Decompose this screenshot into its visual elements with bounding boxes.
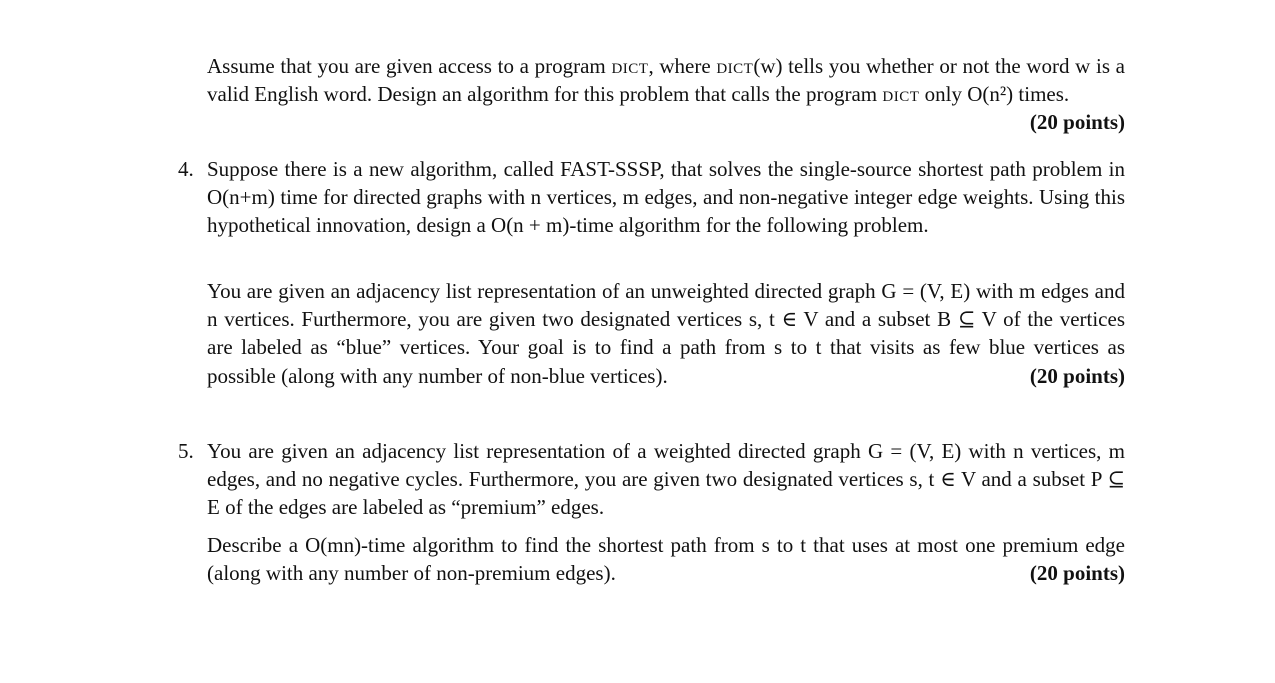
- intro-dict-2: dict: [716, 54, 754, 78]
- intro-points-label: (20 points): [1029, 110, 1125, 135]
- intro-text-d: only O(n²) times.: [919, 82, 1070, 107]
- problem-5-paragraph-1: You are given an adjacency list representation of a weighted directed graph G = (V, E) with n vertices, m edges, and no negative cycles. Furthermore, you are given two designated vertices s, t ∈ V and a subset P ⊆ E of the edges are labeled as “premium” edges.: [207, 439, 1125, 520]
- intro-paragraph: [207, 52, 1125, 137]
- problem-4-paragraph-2: [207, 277, 1125, 390]
- problem-4-number: 4.: [178, 157, 194, 181]
- intro-text-c: (w) tells you whether or not the word w is a valid English word. Design an algorithm for this problem that calls the program: [207, 54, 1125, 107]
- intro-dict-3: dict: [882, 82, 920, 107]
- problem-4-paragraph-2-text: You are given an adjacency list representation of an unweighted directed graph G = (V, E) with m edges and n vertices. Furthermore, you are given two designated vertices s, t ∈ V and a subset B ⊆ V of the vertices are labeled as “blue” vertices. Your goal is to find a path from s to t that visits as few blue vertices as possible (along with any number of non-blue vertices).: [207, 279, 1125, 388]
- problem-4-points: [1030, 362, 1125, 390]
- problem-5-number: 5.: [178, 439, 194, 463]
- intro-text-b: , where: [648, 54, 717, 78]
- problem-5-paragraph-2-text: Describe a O(mn)-time algorithm to find the shortest path from s to t that uses at most one premium edge (along with any number of non-premium edges).: [207, 533, 1125, 586]
- problem-5-points-label: (20 points): [1029, 561, 1125, 586]
- problem-4-points-label: (20 points): [1029, 363, 1125, 388]
- intro-dict-1: dict: [611, 54, 649, 78]
- intro-text-a: Assume that you are given access to a program: [207, 54, 612, 78]
- intro-points: [1030, 108, 1125, 136]
- problem-4-paragraph-1: Suppose there is a new algorithm, called FAST-SSSP, that solves the single-source shortest path problem in O(n+m) time for directed graphs with n vertices, m edges, and non-negative integer edge weights. Using this hypothetical innovation, design a O(n + m)-time algorithm for the following problem.: [207, 157, 1125, 238]
- problem-5-points: [1030, 559, 1125, 587]
- problem-5-paragraph-2: [207, 531, 1125, 587]
